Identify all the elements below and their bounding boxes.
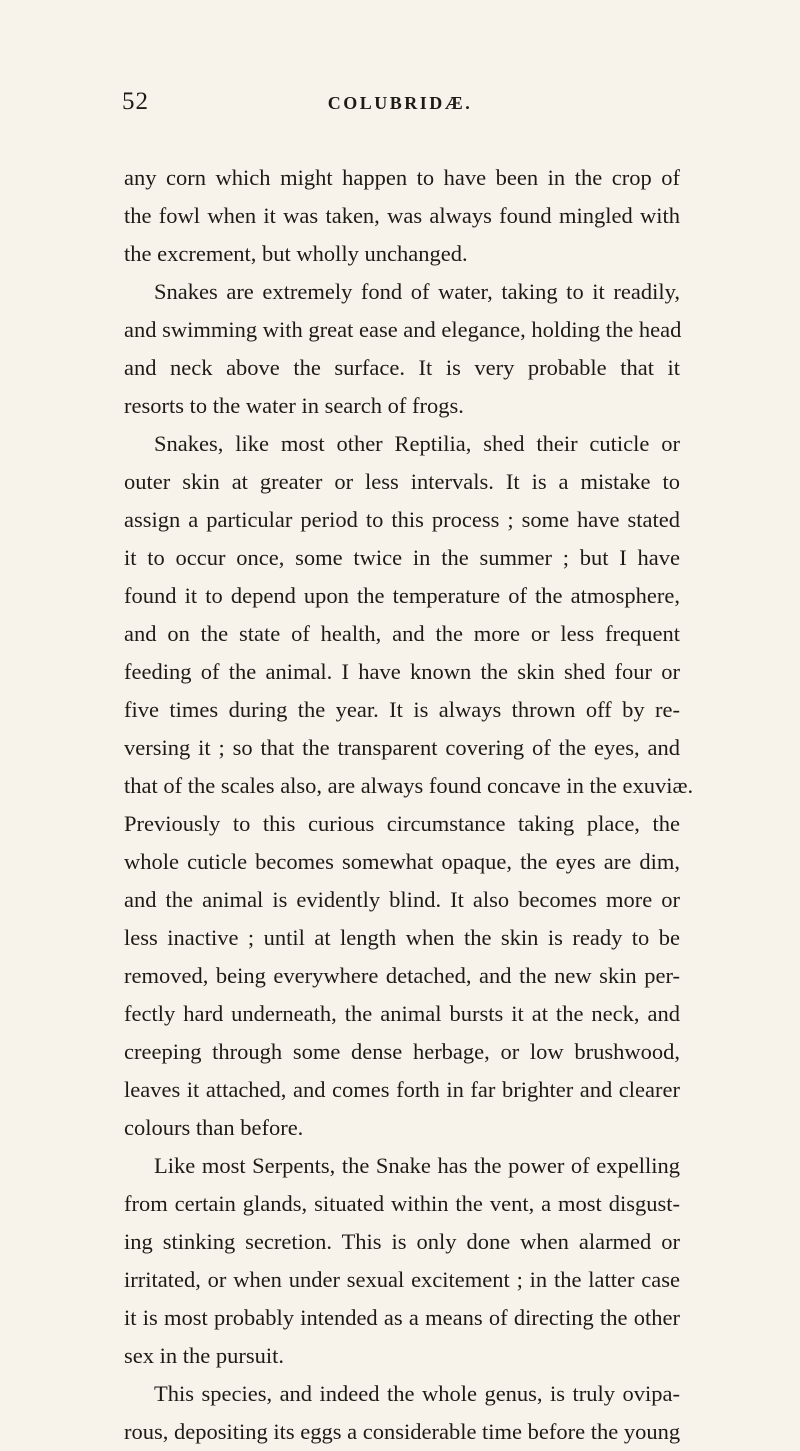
text-line: and swimming with great ease and elegance, holding the head [124, 317, 682, 342]
text-line: less inactive ; until at length when the skin is ready to be [124, 925, 680, 950]
running-head: COLUBRIDÆ. [327, 93, 473, 113]
text-line: feeding of the animal. I have known the skin shed four or [124, 659, 680, 684]
text-line: removed, being everywhere detached, and the new skin per- [124, 963, 680, 988]
page-header [122, 88, 678, 128]
body-text [124, 159, 694, 1451]
text-line: irritated, or when under sexual excitement ; in the latter case [124, 1267, 680, 1292]
text-line: versing it ; so that the transparent covering of the eyes, and [124, 735, 680, 760]
text-line: whole cuticle becomes somewhat opaque, the eyes are dim, [124, 849, 680, 874]
text-line: Snakes are extremely fond of water, taking to it readily, [154, 279, 680, 304]
text-line: sex in the pursuit. [124, 1343, 284, 1368]
text-line: the fowl when it was taken, was always found mingled with [124, 203, 680, 228]
text-line: assign a particular period to this process ; some have stated [124, 507, 680, 532]
text-line: outer skin at greater or less intervals. It is a mistake to [124, 469, 680, 494]
text-line: it is most probably intended as a means of directing the other [124, 1305, 680, 1330]
text-line: found it to depend upon the temperature of the atmosphere, [124, 583, 680, 608]
text-line: five times during the year. It is always thrown off by re- [124, 697, 680, 722]
text-line: rous, depositing its eggs a considerable time before the young [124, 1419, 681, 1444]
text-line: and the animal is evidently blind. It also becomes more or [124, 887, 680, 912]
text-line: colours than before. [124, 1115, 304, 1140]
text-line: Snakes, like most other Reptilia, shed their cuticle or [154, 431, 680, 456]
text-line: and neck above the surface. It is very probable that it [124, 355, 680, 380]
text-line: it to occur once, some twice in the summer ; but I have [124, 545, 680, 570]
text-line: ing stinking secretion. This is only done when alarmed or [124, 1229, 680, 1254]
text-line: Previously to this curious circumstance taking place, the [124, 811, 680, 836]
text-line: from certain glands, situated within the vent, a most disgust- [124, 1191, 680, 1216]
text-line: that of the scales also, are always found concave in the exuviæ. [124, 773, 694, 798]
page-number: 52 [122, 88, 149, 115]
text-line: fectly hard underneath, the animal bursts it at the neck, and [124, 1001, 680, 1026]
text-line: resorts to the water in search of frogs. [124, 393, 464, 418]
text-line: Like most Serpents, the Snake has the power of expelling [154, 1153, 680, 1178]
text-line: any corn which might happen to have been in the crop of [124, 165, 680, 190]
text-line: leaves it attached, and comes forth in far brighter and clearer [124, 1077, 680, 1102]
text-line: the excrement, but wholly unchanged. [124, 241, 468, 266]
text-line: creeping through some dense herbage, or low brushwood, [124, 1039, 680, 1064]
text-line: This species, and indeed the whole genus, is truly ovipa- [154, 1381, 680, 1406]
text-line: and on the state of health, and the more or less frequent [124, 621, 680, 646]
